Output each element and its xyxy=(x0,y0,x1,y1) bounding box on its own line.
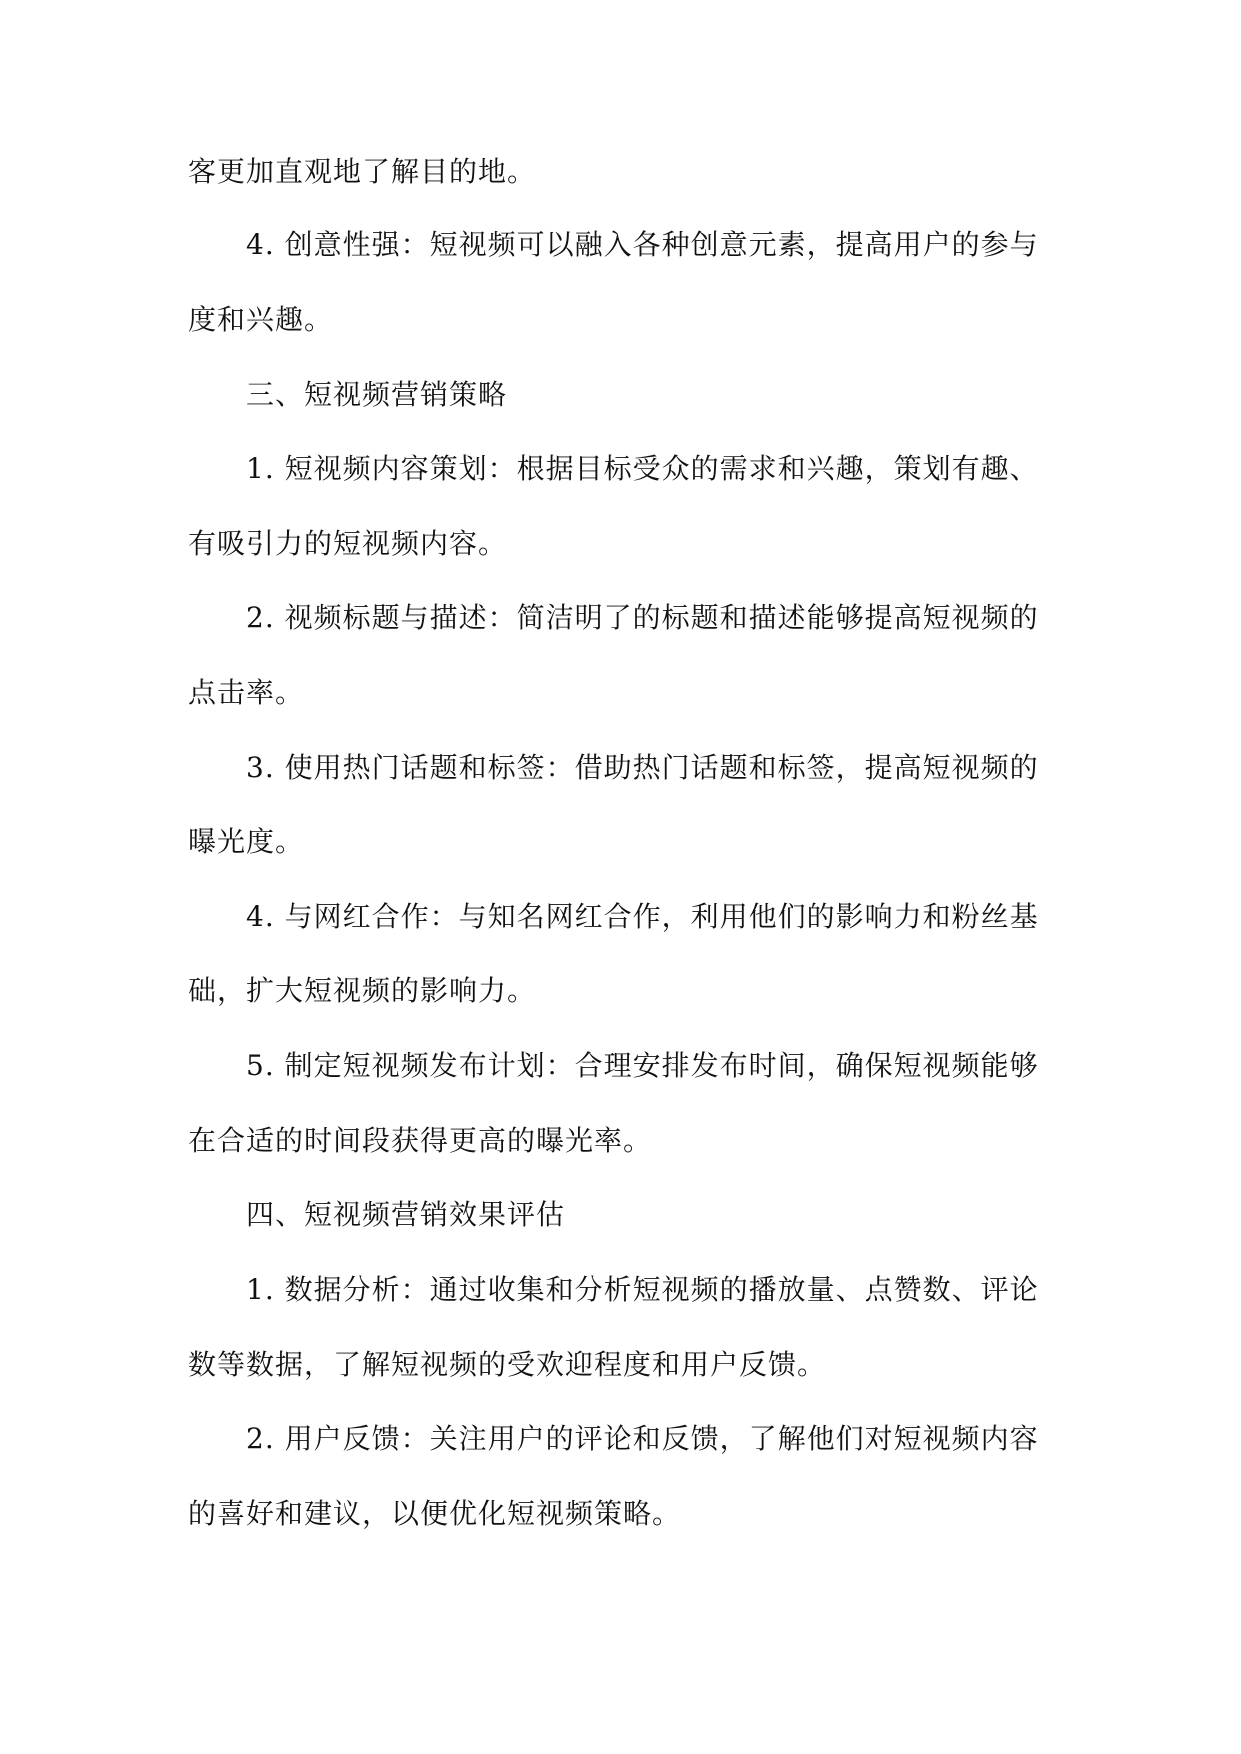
paragraph-line: 2. 用户反馈：关注用户的评论和反馈，了解他们对短视频内容 xyxy=(246,1422,1039,1455)
paragraph-line: 4. 与网红合作：与知名网红合作，利用他们的影响力和粉丝基 xyxy=(246,900,1039,933)
paragraph-line: 2. 视频标题与描述：简洁明了的标题和描述能够提高短视频的 xyxy=(246,601,1039,634)
paragraph-line: 3. 使用热门话题和标签：借助热门话题和标签，提高短视频的 xyxy=(246,751,1039,784)
section-heading: 四、短视频营销效果评估 xyxy=(246,1198,566,1231)
paragraph-line: 1. 数据分析：通过收集和分析短视频的播放量、点赞数、评论 xyxy=(246,1273,1039,1306)
paragraph-line: 数等数据，了解短视频的受欢迎程度和用户反馈。 xyxy=(188,1348,827,1381)
paragraph-line: 度和兴趣。 xyxy=(188,303,334,336)
paragraph-line: 础，扩大短视频的影响力。 xyxy=(188,974,537,1007)
paragraph-line: 的喜好和建议，以便优化短视频策略。 xyxy=(188,1497,682,1530)
paragraph-line: 客更加直观地了解目的地。 xyxy=(188,155,537,188)
paragraph-line: 在合适的时间段获得更高的曝光率。 xyxy=(188,1124,653,1157)
paragraph-line: 4. 创意性强：短视频可以融入各种创意元素，提高用户的参与 xyxy=(246,228,1039,261)
section-heading: 三、短视频营销策略 xyxy=(246,378,508,411)
paragraph-line: 有吸引力的短视频内容。 xyxy=(188,527,508,560)
paragraph-line: 点击率。 xyxy=(188,676,305,709)
paragraph-line: 曝光度。 xyxy=(188,825,305,858)
paragraph-line: 5. 制定短视频发布计划：合理安排发布时间，确保短视频能够 xyxy=(246,1049,1039,1082)
paragraph-line: 1. 短视频内容策划：根据目标受众的需求和兴趣，策划有趣、 xyxy=(246,452,1039,485)
